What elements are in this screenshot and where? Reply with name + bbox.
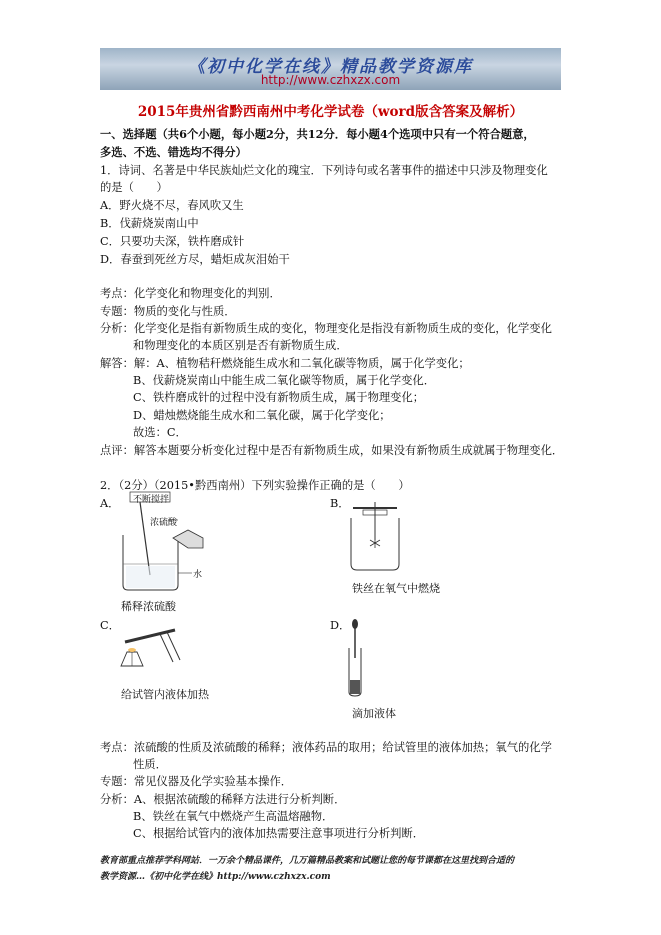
- q1-option-c: C．只要功夫深，铁杵磨成针: [100, 235, 245, 248]
- figA-acid-label: 浓硫酸: [150, 518, 178, 528]
- q1-fenxi-cont: 和物理变化的本质区别是否有新物质生成．: [133, 339, 348, 352]
- q1-dianping: 点评：解答本题要分析变化过程中是否有新物质生成，如果没有新物质生成就属于物理变化．: [100, 444, 564, 457]
- q2-label-c: C．: [100, 619, 120, 632]
- banner-url: http://www.czhxzx.com: [260, 73, 401, 87]
- q1-jieda: 解答：解：A、植物秸秆燃烧能生成水和二氧化碳等物质，属于化学变化；: [100, 357, 470, 370]
- q1-stem: 1．诗词、名著是中华民族灿烂文化的瑰宝．下列诗句或名著事件的描述中只涉及物理变化: [100, 164, 548, 177]
- banner-title: 《初中化学在线》精品教学资源库: [188, 57, 473, 77]
- figure-dilute-acid: [118, 490, 218, 600]
- q2-fenxi-c: C、根据给试管内的液体加热需要注意事项进行分析判断．: [133, 827, 425, 840]
- figD-caption: 滴加液体: [352, 707, 396, 720]
- q2-fenxi-b: B、铁丝在氧气中燃烧产生高温熔融物．: [133, 810, 334, 823]
- q2-label-a: A．: [100, 497, 120, 510]
- q2-kaodian-cont: 性质．: [133, 758, 167, 771]
- q1-answer: 故选：C．: [133, 426, 187, 439]
- q1-fenxi: 分析：化学变化是指有新物质生成的变化，物理变化是指没有新物质生成的变化，化学变化: [100, 322, 552, 335]
- page-title: 2015年贵州省黔西南州中考化学试卷（word版含答案及解析）: [137, 104, 524, 120]
- q1-jieda-b: B、伐薪烧炭南山中能生成二氧化碳等物质，属于化学变化．: [133, 374, 436, 387]
- q2-label-d: D．: [330, 619, 351, 632]
- q2-zhuanti: 专题：常见仪器及化学实验基本操作．: [100, 775, 293, 788]
- section-heading-cont: 多选、不选、错选均不得分）: [100, 145, 247, 159]
- q2-label-b: B．: [330, 497, 350, 510]
- q1-stem-cont: 的是（ ）: [100, 181, 168, 194]
- q1-option-d: D．春蚕到死丝方尽，蜡炬成灰泪始干: [100, 253, 290, 266]
- figure-iron-wire: [345, 500, 405, 575]
- q1-option-b: B．伐薪烧炭南山中: [100, 217, 199, 230]
- page-footer: [100, 853, 565, 885]
- figA-water-label: 水: [193, 570, 203, 580]
- q2-stem: 2．（2分）（2015•黔西南州）下列实验操作正确的是（ ）: [100, 479, 410, 492]
- q1-jieda-d: D、蜡烛燃烧能生成水和二氧化碳，属于化学变化；: [133, 409, 391, 422]
- q2-kaodian: 考点：浓硫酸的性质及浓硫酸的稀释；液体药品的取用；给试管里的液体加热；氧气的化学: [100, 741, 552, 754]
- footer-line2: 教学资源…《初中化学在线》http://www.czhxzx.com: [100, 872, 331, 882]
- q1-zhuanti: 专题：物质的变化与性质．: [100, 305, 236, 318]
- section-heading: 一、选择题（共6个小题，每小题2分，共12分．每小题4个选项中只有一个符合题意，: [100, 127, 535, 141]
- footer-line1: 教育部重点推荐学科网站．一万余个精品课件，几万篇精品教案和试题让您的每节课都在这里找到合适的: [100, 856, 515, 866]
- figure-heat-tube: [115, 622, 190, 682]
- figA-stir-label: 不断搅拌: [133, 495, 170, 505]
- q1-kaodian: 考点：化学变化和物理变化的判别．: [100, 287, 281, 300]
- header-banner: [100, 48, 561, 90]
- q1-option-a: A．野火烧不尽，春风吹又生: [100, 199, 244, 212]
- q1-jieda-c: C、铁杵磨成针的过程中没有新物质生成，属于物理变化；: [133, 391, 425, 404]
- figA-caption: 稀释浓硫酸: [121, 600, 176, 613]
- figB-caption: 铁丝在氧气中燃烧: [352, 582, 440, 595]
- figC-caption: 给试管内液体加热: [121, 688, 209, 701]
- q2-fenxi: 分析：A、根据浓硫酸的稀释方法进行分析判断．: [100, 793, 346, 806]
- figure-dropper: [343, 618, 367, 698]
